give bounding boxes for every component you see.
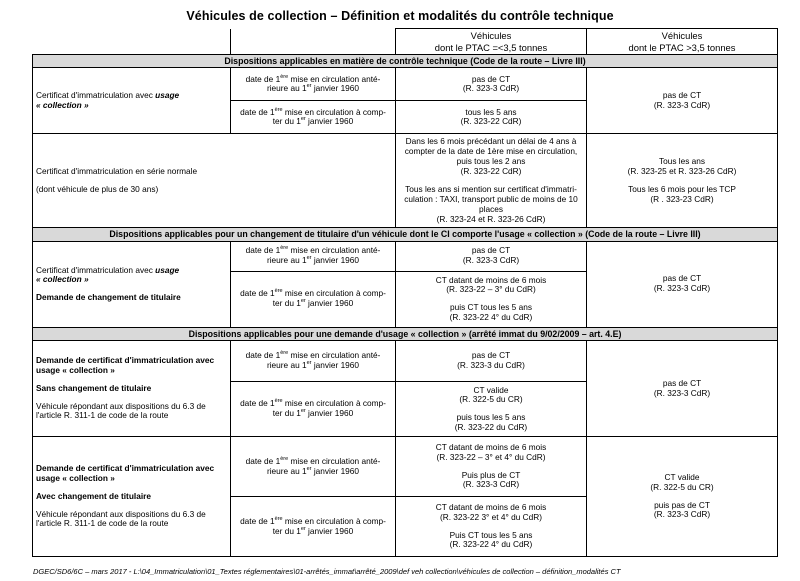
header-empty-cell xyxy=(231,29,396,55)
row-label: Certificat d'immatriculation avec usage « collection » Demande de changement de titulaire xyxy=(33,241,231,327)
row-label: Certificat d'immatriculation en série normale (dont véhicule de plus de 30 ans) xyxy=(33,134,396,228)
table-row xyxy=(33,341,778,382)
date-before-1960: date de 1ère mise en circulation anté- rieure au 1er janvier 1960 xyxy=(231,437,396,497)
date-after-1960: date de 1ère mise en circulation à comp- ter du 1er janvier 1960 xyxy=(231,271,396,327)
section-heading: Dispositions applicables en matière de contrôle technique (Code de la route – Livre III) xyxy=(33,55,778,68)
date-after-1960: date de 1ère mise en circulation à comp- ter du 1er janvier 1960 xyxy=(231,101,396,134)
date-after-1960: date de 1ère mise en circulation à comp- ter du 1er janvier 1960 xyxy=(231,497,396,557)
date-before-1960: date de 1ère mise en circulation anté- rieure au 1er janvier 1960 xyxy=(231,241,396,271)
light-ct-cell: CT valide (R. 322-5 du CR) puis tous les 5 ans (R. 323-22 du CdR) xyxy=(396,382,587,437)
header-row xyxy=(33,29,778,55)
header-empty-cell xyxy=(33,29,231,55)
header-light-vehicles: Véhicules dont le PTAC =<3,5 tonnes xyxy=(396,29,587,55)
table-row xyxy=(33,437,778,497)
page-title: Véhicules de collection – Définition et modalités du contrôle technique xyxy=(186,9,614,23)
light-ct-cell: pas de CT (R. 323-3 du CdR) xyxy=(396,341,587,382)
light-ct-cell: pas de CT (R. 323-3 CdR) xyxy=(396,241,587,271)
heavy-ct-cell: pas de CT (R. 323-3 CdR) xyxy=(587,241,778,327)
row-label: Certificat d'immatriculation avec usage « collection » xyxy=(33,68,231,134)
light-ct-cell: Dans les 6 mois précédant un délai de 4 ans à compter de la date de 1ère mise en circulation, puis tous les 2 ans (R. 323-22 CdR) Tous les ans si mention sur certificat d'immatri- culation : TAXI, transport public de moins de 10 places (R. 323-24 et R. 323-26 CdR) xyxy=(396,134,587,228)
date-before-1960: date de 1ère mise en circulation anté- rieure au 1er janvier 1960 xyxy=(231,68,396,101)
light-ct-cell: pas de CT (R. 323-3 CdR) xyxy=(396,68,587,101)
light-ct-cell: CT datant de moins de 6 mois (R. 323-22 3° et 4° du CdR) Puis CT tous les 5 ans (R. 323-22 4° du CdR) xyxy=(396,497,587,557)
light-ct-cell: CT datant de moins de 6 mois (R. 323-22 – 3° et 4° du CdR) Puis plus de CT (R. 323-3 CdR) xyxy=(396,437,587,497)
ct-rules-table xyxy=(32,28,778,557)
table-row xyxy=(33,241,778,271)
heavy-ct-cell: pas de CT (R. 323-3 CdR) xyxy=(587,68,778,134)
light-ct-cell: CT datant de moins de 6 mois (R. 323-22 – 3° du CdR) puis CT tous les 5 ans (R. 323-22 4° du CdR) xyxy=(396,271,587,327)
date-before-1960: date de 1ère mise en circulation anté- rieure au 1er janvier 1960 xyxy=(231,341,396,382)
row-label: Demande de certificat d'immatriculation avec usage « collection » Sans changement de titulaire Véhicule répondant aux dispositions du 6.3 de l'article R. 311-1 de code de la route xyxy=(33,341,231,437)
table-row xyxy=(33,68,778,101)
document-footer: DGEC/SD6/6C – mars 2017 - L:\04_Immatriculation\01_Textes réglementaires\01-arrêtés_immat\arrêté_2009\def veh collection\véhicules de collection – définition_modalités CT xyxy=(33,567,621,576)
section-heading: Dispositions applicables pour un changement de titulaire d'un véhicule dont le CI comporte l'usage « collection » (Code de la route – Livre III) xyxy=(33,228,778,241)
row-label: Demande de certificat d'immatriculation avec usage « collection » Avec changement de titulaire Véhicule répondant aux dispositions du 6.3 de l'article R. 311-1 de code de la route xyxy=(33,437,231,557)
heavy-ct-cell: Tous les ans (R. 323-25 et R. 323-26 CdR) Tous les 6 mois pour les TCP (R . 323-23 CdR) xyxy=(587,134,778,228)
section-heading: Dispositions applicables pour une demande d'usage « collection » (arrêté immat du 9/02/2009 – art. 4.E) xyxy=(33,327,778,340)
heavy-ct-cell: CT valide (R. 322-5 du CR) puis pas de CT (R. 323-3 CdR) xyxy=(587,437,778,557)
light-ct-cell: tous les 5 ans (R. 323-22 CdR) xyxy=(396,101,587,134)
table-row xyxy=(33,134,778,228)
header-heavy-vehicles: Véhicules dont le PTAC >3,5 tonnes xyxy=(587,29,778,55)
heavy-ct-cell: pas de CT (R. 323-3 CdR) xyxy=(587,341,778,437)
date-after-1960: date de 1ère mise en circulation à comp- ter du 1er janvier 1960 xyxy=(231,382,396,437)
